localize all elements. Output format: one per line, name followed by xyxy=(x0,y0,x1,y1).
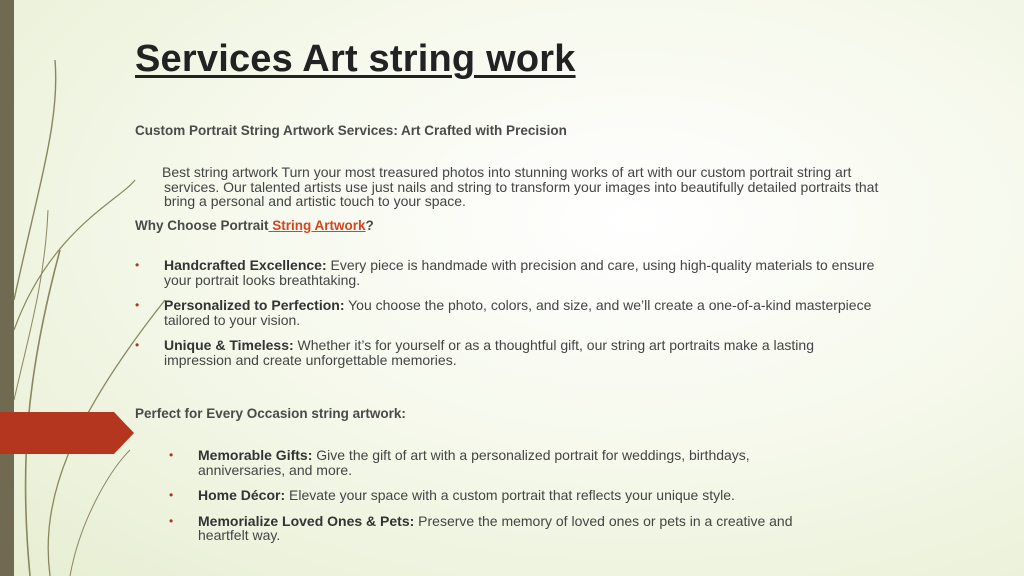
item-label: Handcrafted Excellence: xyxy=(164,257,327,273)
item-label: Personalized to Perfection: xyxy=(164,297,345,313)
item-text: You choose the photo, colors, and size, and we’ll create a one-of-a-kind masterpiece tailored to your vision. xyxy=(164,297,872,328)
item-label: Home Décor: xyxy=(198,487,286,503)
bullet-icon: • xyxy=(135,298,140,312)
item-text: Preserve the memory of loved ones or pets in a creative and heartfelt way. xyxy=(198,512,793,543)
why-heading-prefix: Why Choose Portrait xyxy=(135,218,269,233)
list-item xyxy=(169,514,809,543)
list-item xyxy=(135,298,875,327)
bullet-icon: • xyxy=(135,338,140,352)
why-heading-suffix: ? xyxy=(365,218,374,233)
perfect-occasion-heading: Perfect for Every Occasion string artwork: xyxy=(135,406,406,421)
bullet-icon: • xyxy=(135,258,140,272)
why-choose-heading xyxy=(135,218,374,233)
bullet-icon: • xyxy=(169,488,174,502)
subtitle: Custom Portrait String Artwork Services: Art Crafted with Precision xyxy=(135,123,567,138)
slide-title: Services Art string work xyxy=(135,38,576,80)
bullet-icon: • xyxy=(169,448,174,462)
list-item xyxy=(169,488,809,503)
item-label: Unique & Timeless: xyxy=(164,337,294,353)
item-text: Give the gift of art with a personalized portrait for weddings, birthdays, anniversaries, and more. xyxy=(198,447,750,478)
accent-arrow-shape xyxy=(0,412,134,454)
bullet-icon: • xyxy=(169,513,174,528)
item-text: Elevate your space with a custom portrait that reflects your unique style. xyxy=(285,487,735,503)
list-item xyxy=(135,258,875,287)
item-text: Every piece is handmade with precision and care, using high-quality materials to ensure your portrait looks breathtaking. xyxy=(164,257,875,288)
item-label: Memorable Gifts: xyxy=(198,447,313,463)
why-choose-list xyxy=(135,258,875,378)
item-label: Memorialize Loved Ones & Pets: xyxy=(198,512,415,529)
intro-paragraph: Best string artwork Turn your most treasured photos into stunning works of art with our custom portrait string art services. Our talented artists use just nails and string to transform your images into beautifully detailed portraits that bring a personal and artistic touch to your space. xyxy=(162,164,879,209)
item-text: Whether it’s for yourself or as a thoughtful gift, our string art portraits make a lasting impression and create unforgettable memories. xyxy=(164,337,814,368)
string-artwork-link[interactable]: String Artwork xyxy=(268,218,366,233)
list-item xyxy=(135,338,875,367)
list-item xyxy=(169,448,809,477)
occasion-list xyxy=(169,448,809,554)
